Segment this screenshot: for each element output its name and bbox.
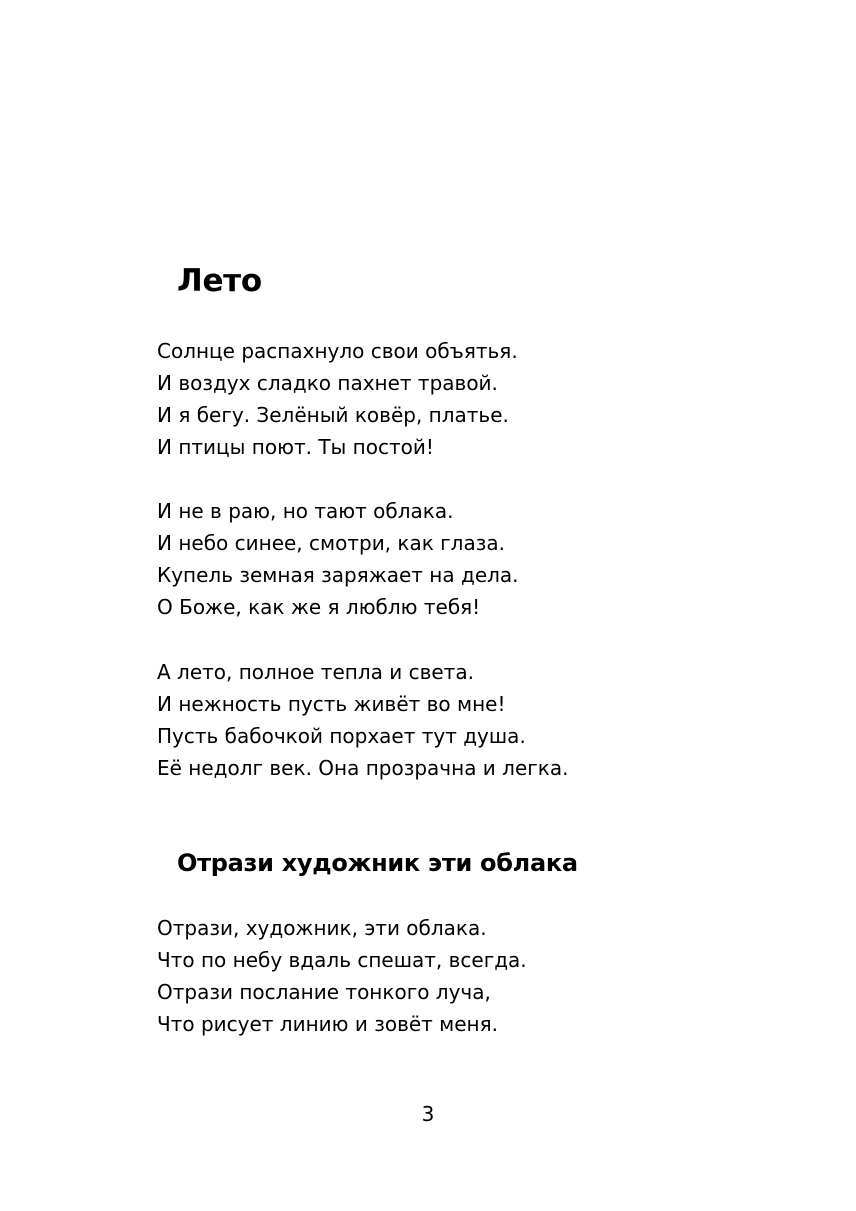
poem-stanza: [157, 656, 568, 784]
poem-stanza: [157, 335, 518, 463]
poem-line: И птицы поют. Ты постой!: [157, 435, 434, 459]
poem-line: И воздух сладко пахнет травой.: [157, 371, 498, 395]
poem-line: Солнце распахнуло свои объятья.: [157, 339, 518, 363]
poem-line: А лето, полное тепла и света.: [157, 660, 474, 684]
poem-line: И я бегу. Зелёный ковёр, платье.: [157, 403, 509, 427]
poem-line: Купель земная заряжает на дела.: [157, 563, 519, 587]
poem-line: Что рисует линию и зовёт меня.: [157, 1012, 499, 1036]
poem-line: И небо синее, смотри, как глаза.: [157, 531, 505, 555]
poem-line: Её недолг век. Она прозрачна и легка.: [157, 756, 569, 780]
poem-line: Отрази послание тонкого луча,: [157, 980, 491, 1004]
poem-stanza: [157, 495, 519, 623]
poem-line: И не в раю, но тают облака.: [157, 499, 454, 523]
poem-line: О Боже, как же я люблю тебя!: [157, 595, 481, 619]
poem-line: И нежность пусть живёт во мне!: [157, 692, 506, 716]
poem-line: Отрази, художник, эти облака.: [157, 916, 487, 940]
poem-line: Что по небу вдаль спешат, всегда.: [157, 948, 527, 972]
poem-line: Пусть бабочкой порхает тут душа.: [157, 724, 526, 748]
poem-title: Лето: [177, 263, 262, 299]
poem-title: Отрази художник эти облака: [177, 849, 578, 877]
page-number: 3: [421, 1102, 435, 1126]
poem-stanza: [157, 912, 527, 1040]
